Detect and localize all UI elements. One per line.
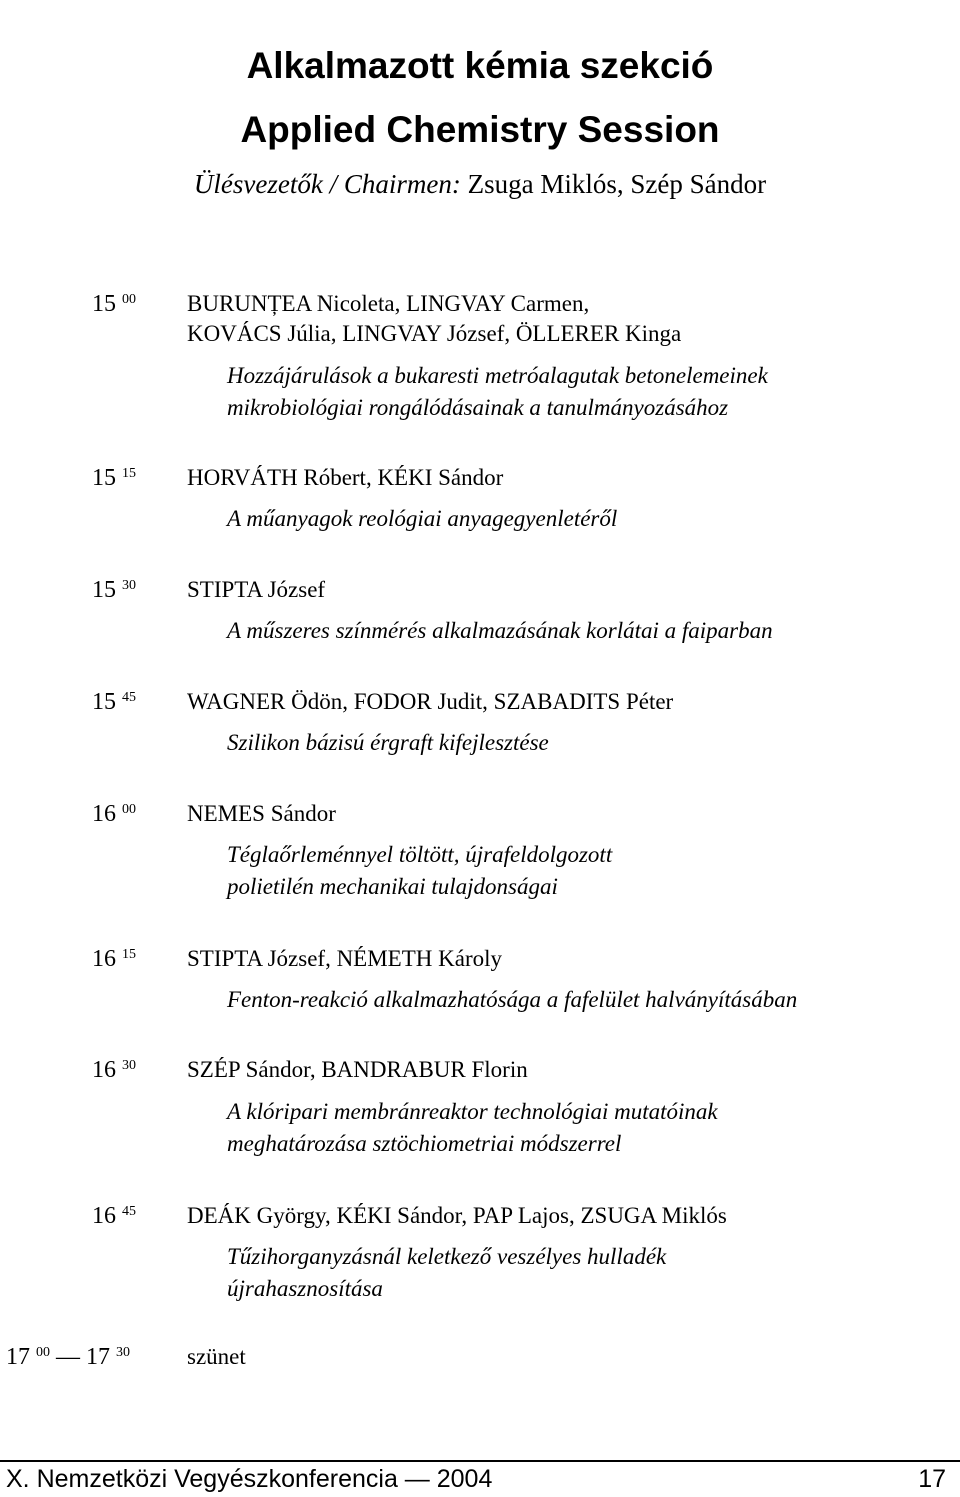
time-hour: 15	[92, 465, 116, 491]
time-minute: 00	[122, 802, 136, 817]
talk-authors: BURUNȚEA Nicoleta, LINGVAY Carmen,	[187, 291, 590, 316]
time-minute: 00	[122, 292, 136, 307]
break-end-minute: 30	[116, 1345, 130, 1360]
talk-authors: WAGNER Ödön, FODOR Judit, SZABADITS Péter	[187, 689, 674, 714]
time-hour: 15	[92, 689, 116, 715]
footer-conference: X. Nemzetközi Vegyészkonferencia — 2004	[6, 1465, 493, 1493]
talk-authors: NEMES Sándor	[187, 801, 336, 826]
talk-time	[0, 943, 136, 975]
talk-title: Téglaőrleménnyel töltött, újrafeldolgozott	[227, 842, 613, 867]
talk-authors: KOVÁCS Júlia, LINGVAY József, ÖLLERER Kinga	[187, 321, 682, 346]
talk-title: mikrobiológiai rongálódásainak a tanulmányozásához	[227, 395, 729, 420]
talk-authors: STIPTA József, NÉMETH Károly	[187, 946, 503, 971]
break-start-minute: 00	[36, 1345, 50, 1360]
talk-title: újrahasznosítása	[227, 1276, 383, 1301]
talk-title: Fenton-reakció alkalmazhatósága a fafelület halványításában	[227, 987, 798, 1012]
talk-title: Tűzihorganyzásnál keletkező veszélyes hulladék	[227, 1244, 667, 1269]
talk-authors: HORVÁTH Róbert, KÉKI Sándor	[187, 465, 504, 490]
talk-title: A klóripari membránreaktor technológiai mutatóinak	[227, 1099, 718, 1124]
footer-divider	[0, 1460, 960, 1462]
talk-title: A műszeres színmérés alkalmazásának korlátai a faiparban	[227, 618, 773, 643]
session-title-hungarian: Alkalmazott kémia szekció	[246, 45, 714, 86]
time-minute: 15	[122, 947, 136, 962]
page-number: 17	[918, 1465, 946, 1493]
talk-title: Szilikon bázisú érgraft kifejlesztése	[227, 730, 549, 755]
time-hour: 16	[92, 1057, 116, 1083]
session-title-english: Applied Chemistry Session	[240, 109, 720, 150]
chairmen-line	[0, 168, 960, 200]
time-hour: 16	[92, 946, 116, 972]
talk-time	[0, 462, 136, 494]
talk-title: A műanyagok reológiai anyagegyenletéről	[227, 506, 618, 531]
talk-time	[0, 574, 136, 606]
time-minute: 30	[122, 1058, 136, 1073]
time-hour: 15	[92, 291, 116, 317]
break-time	[6, 1341, 130, 1373]
talk-time	[0, 1054, 136, 1086]
time-hour: 16	[92, 1203, 116, 1229]
talk-time	[0, 798, 136, 830]
break-dash: —	[56, 1344, 80, 1370]
chairmen-names: Zsuga Miklós, Szép Sándor	[467, 169, 767, 199]
talk-time	[0, 686, 136, 718]
talk-title: polietilén mechanikai tulajdonságai	[227, 874, 558, 899]
talk-time	[0, 1200, 136, 1232]
time-hour: 16	[92, 801, 116, 827]
time-hour: 15	[92, 577, 116, 603]
break-start-hour: 17	[6, 1344, 30, 1370]
time-minute: 15	[122, 466, 136, 481]
time-minute: 45	[122, 1204, 136, 1219]
talk-title: Hozzájárulások a bukaresti metróalagutak betonelemeinek	[227, 363, 768, 388]
talk-authors: SZÉP Sándor, BANDRABUR Florin	[187, 1057, 528, 1082]
talk-title: meghatározása sztöchiometriai módszerrel	[227, 1131, 622, 1156]
time-minute: 30	[122, 578, 136, 593]
talk-time	[0, 288, 136, 320]
break-end-hour: 17	[86, 1344, 110, 1370]
break-label: szünet	[187, 1344, 246, 1369]
chairmen-label: Ülésvezetők / Chairmen:	[193, 169, 461, 199]
time-minute: 45	[122, 690, 136, 705]
talk-authors: DEÁK György, KÉKI Sándor, PAP Lajos, ZSUGA Miklós	[187, 1203, 727, 1228]
talk-authors: STIPTA József	[187, 577, 326, 602]
